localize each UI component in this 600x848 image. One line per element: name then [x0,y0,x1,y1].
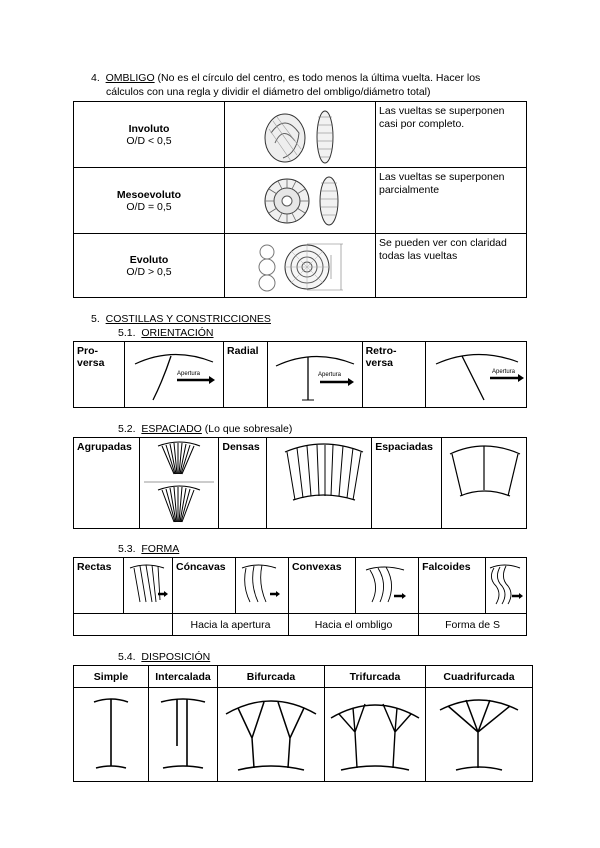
evolute-ammonite-illustration [225,235,375,297]
simple-rib-diagram [74,688,148,780]
disposition-header: Cuadrifurcada [426,666,533,688]
espaciadas-rib-diagram [442,438,526,528]
subsection-5-1-heading [118,327,214,339]
shape-caption: Hacia la apertura [173,614,289,636]
shape-caption: Forma de S [419,614,527,636]
subsection-5-2-heading [118,423,292,435]
ombligo-name: Mesoevoluto [116,188,182,201]
densas-rib-diagram [267,438,371,528]
orientation-label: Pro-versa [74,342,125,408]
rectas-rib-diagram [124,558,172,612]
subsection-title: DISPOSICIÓN [141,651,211,663]
cuadrifurcada-rib-diagram [426,688,532,780]
subsection-5-4-heading [118,651,210,663]
radial-rib-diagram [268,342,362,406]
concavas-rib-diagram [236,558,288,612]
orientation-label: Retro-versa [362,342,425,408]
apertura-label: Apertura [492,369,516,375]
involute-ammonite-illustration [225,103,375,167]
subsection-number: 5.4. [118,651,136,663]
shape-label: Rectas [74,558,124,614]
orientation-label: Radial [223,342,267,408]
mesoevolute-ammonite-illustration [225,169,375,233]
section-4-note-line1: (No es el círculo del centro, es todo menos la última vuelta. Hacer los [157,72,481,84]
section-5-number: 5. [91,313,100,325]
section-4-note-line2: cálculos con una regla y dividir el diámetro del ombligo/diámetro total) [106,86,431,98]
shape-caption: Hacia el ombligo [288,614,418,636]
ombligo-desc: Las vueltas se superponen casi por completo. [376,102,527,168]
convexas-rib-diagram [356,558,418,612]
disposition-header: Intercalada [149,666,218,688]
proversa-rib-diagram [125,342,223,406]
subsection-title: ESPACIADO [141,423,202,435]
subsection-title: FORMA [141,543,180,555]
falcoides-rib-diagram [486,558,526,612]
ombligo-name: Involuto [128,122,170,135]
apertura-label: Apertura [176,371,200,377]
espaciado-table [73,437,527,529]
section-4-number: 4. [91,72,100,84]
section-5-heading [91,313,271,325]
apertura-label: Apertura [317,372,341,378]
subsection-title: ORIENTACIÓN [141,327,214,339]
shape-label: Cóncavas [173,558,236,614]
spacing-label: Agrupadas [74,438,140,529]
subsection-number: 5.3. [118,543,136,555]
ombligo-desc: Se pueden ver con claridad todas las vueltas [376,234,527,298]
orientacion-table [73,341,527,408]
shape-label: Falcoides [419,558,486,614]
ombligo-ratio: O/D = 0,5 [126,200,172,213]
ombligo-ratio: O/D < 0,5 [126,134,172,147]
ombligo-table [73,101,527,298]
disposicion-table [73,665,533,782]
subsection-5-3-heading [118,543,179,555]
ombligo-desc: Las vueltas se superponen parcialmente [376,168,527,234]
spacing-label: Densas [219,438,267,529]
agrupadas-rib-diagram [140,438,218,528]
disposition-header: Trifurcada [325,666,426,688]
subsection-note: (Lo que sobresale) [204,423,293,435]
disposition-header: Simple [74,666,149,688]
ombligo-name: Evoluto [129,253,169,266]
section-4-title: OMBLIGO [105,72,155,84]
bifurcada-rib-diagram [218,688,324,780]
spacing-label: Espaciadas [372,438,442,529]
subsection-number: 5.1. [118,327,136,339]
section-5-title: COSTILLAS Y CONSTRICCIONES [105,313,271,325]
ombligo-row-mesoevoluto [74,168,527,234]
forma-table [73,557,527,636]
retroversa-rib-diagram [426,342,526,406]
disposition-header: Bifurcada [218,666,325,688]
shape-label: Convexas [288,558,355,614]
subsection-number: 5.2. [118,423,136,435]
ombligo-row-evoluto [74,234,527,298]
section-4-heading [91,71,531,99]
intercalada-rib-diagram [149,688,217,780]
ombligo-ratio: O/D > 0,5 [126,265,172,278]
trifurcada-rib-diagram [325,688,425,780]
ombligo-row-involuto [74,102,527,168]
